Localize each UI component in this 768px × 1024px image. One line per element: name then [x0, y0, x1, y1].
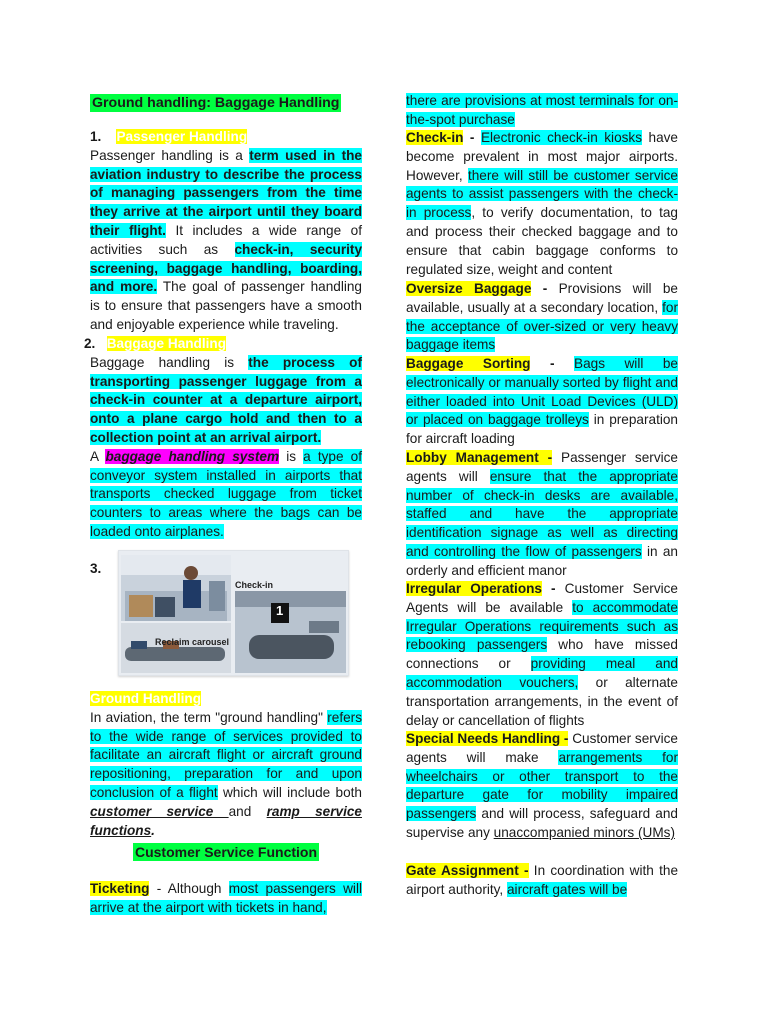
highlight-magenta: baggage handling system [105, 448, 280, 464]
highlight-cyan: most passengers will arrive at the airport with tickets in hand, [90, 881, 362, 915]
paragraph: In aviation, the term "ground handling" refers to the wide range of services provided to facilitate an aircraft flight or aircraft ground repositioning, preparation for and upon conclusion of a flight which will include both customer service and ramp service functions. [90, 709, 362, 838]
highlight-cyan: for the acceptance of over-sized or very heavy baggage items [406, 299, 678, 353]
underlined-text: unaccompanied minors (UMs) [493, 824, 675, 840]
irregular-operations-block [406, 580, 678, 730]
paragraph: Special Needs Handling - Customer service agents will make arrangements for wheelchairs or other transport to the departure gate for mobility impaired passengers and will process, safeguard and supervise any unaccompanied minors (UMs) [406, 731, 679, 840]
item-label: Gate Assignment - [406, 863, 529, 878]
document-title-block [90, 94, 362, 112]
paragraph: Check-in - Electronic check-in kiosks have become prevalent in most major airports. However, there will still be customer service agents to assist passengers with the check-in process, to verify documentation, to tag and process their checked baggage and to ensure that cabin baggage conforms to regulated size, weight and content [406, 130, 678, 277]
document-title: Ground handling: Baggage Handling [92, 95, 340, 111]
paragraph: Irregular Operations - Customer Service Agents will be available to accommodate Irregular Operations requirements such as rebooking passengers who have missed connections or providing meal and accommodation vouchers, or alternate transportation arrangements, in the event of delay or cancellation of flights [406, 581, 678, 728]
highlight-cyan: there are provisions at most terminals for on-the-spot purchase [406, 93, 678, 127]
highlight-cyan: providing meal and accommodation vouchers, [406, 656, 678, 690]
section-heading [90, 843, 362, 861]
highlight-cyan: the process of transporting passenger luggage from a check-in counter at a departure airport, onto a plane cargo hold and then to a collection point at an arrival airport. [90, 354, 362, 445]
paragraph: Baggage Sorting - Bags will be electronically or manually sorted by flight and either loaded into Unit Load Devices (ULD) or placed on baggage trolleys in preparation for aircraft loading [406, 356, 678, 447]
item-label: Irregular Operations [406, 581, 542, 596]
highlight-cyan: to accommodate Irregular Operations requirements such as rebooking passengers [406, 599, 678, 653]
emphasis: customer service [90, 803, 229, 819]
section-heading [84, 335, 362, 354]
special-needs-block [406, 730, 678, 843]
heading-text: Baggage Handling [106, 336, 227, 351]
paragraph: Baggage handling is the process of transporting passenger luggage from a check-in counter at a departure airport, onto a plane cargo hold and then to a collection point at an arrival airport. [90, 354, 362, 445]
section-baggage-handling [84, 335, 363, 542]
paragraph: Lobby Management - Passenger service agents will ensure that the appropriate number of check-in desks are available, staffed and have the appropriate identification signage as well as directing and controlling the flow of passengers in an orderly and efficient manor [406, 450, 678, 578]
highlight-cyan: aircraft gates will be [507, 881, 628, 897]
image-label-checkin: Check-in [235, 580, 274, 590]
paragraph: Passenger handling is a term used in the aviation industry to describe the process of managing passengers from the time they arrive at the airport until they board their flight. It includes a wide range of activities such as check-in, security screening, baggage handling, boarding, and more. The goal of passenger handling is to ensure that passengers have a smooth and enjoyable experience while traveling. [90, 147, 362, 332]
item-label: Lobby Management - [406, 450, 553, 465]
purchase-continuation [406, 92, 678, 130]
highlight-cyan: refers to the wide range of services provided to facilitate an aircraft flight or aircraft ground repositioning, preparation for and upon conclusion of a flight [90, 709, 362, 800]
oversize-baggage-block [406, 280, 678, 355]
image-sign-number: 1 [276, 603, 284, 618]
highlight-cyan: a type of conveyor system installed in airports that transports checked luggage from ticket counters to areas where the bags can be loaded onto airplanes. [90, 448, 363, 539]
item-label: Oversize Baggage [406, 281, 532, 296]
list-number: 3. [90, 561, 102, 576]
paragraph: Ticketing - Although most passengers will arrive at the airport with tickets in hand, [90, 881, 362, 915]
image-label-reclaim: Reclaim carousel [155, 637, 230, 647]
section-ground-handling [90, 690, 362, 840]
heading-text: Ground Handling [90, 691, 202, 706]
checkin-block [406, 129, 678, 279]
highlight-cyan: Bags will be electronically or manually sorted by flight and either loaded into Unit Load Devices (ULD) or placed on baggage trolleys [406, 356, 678, 428]
item-label: Special Needs Handling - [406, 731, 569, 746]
list-number: 1. [90, 129, 102, 144]
baggage-handling-photo [118, 550, 349, 676]
list-number: 2. [84, 336, 96, 351]
gate-assignment-block [406, 862, 678, 900]
csf-heading-block [90, 843, 362, 861]
item-label: Ticketing [90, 881, 150, 896]
section-heading [90, 128, 362, 147]
paragraph: Oversize Baggage - Provisions will be available, usually at a secondary location, for the acceptance of over-sized or very heavy baggage items [406, 281, 678, 353]
highlight-cyan: check-in, security screening, baggage handling, boarding, and more. [90, 241, 362, 295]
paragraph: Gate Assignment - In coordination with the airport authority, aircraft gates will be [406, 863, 678, 897]
highlight-cyan: ensure that the appropriate number of check-in desks are available, staffed and have the appropriate identification signage as well as directing and controlling the flow of passengers [406, 468, 678, 559]
paragraph: A baggage handling system is a type of conveyor system installed in airports that transports checked luggage from ticket counters to areas where the bags can be loaded onto airplanes. [90, 448, 363, 539]
lobby-management-block [406, 449, 678, 581]
emphasis: ramp service functions [90, 803, 362, 838]
item-label: Check-in [406, 130, 464, 145]
highlight-cyan: arrangements for wheelchairs or other transport to the departure gate for mobility impaired passengers [406, 749, 679, 822]
section-passenger-handling [90, 128, 362, 335]
ticketing-block [90, 880, 362, 918]
paragraph [406, 92, 678, 130]
heading-text: Customer Service Function [134, 844, 318, 860]
highlight-cyan: there will still be customer service agents to assist passengers with the check-in process [406, 167, 678, 221]
heading-text: Passenger Handling [116, 129, 248, 144]
photo-illustration [119, 551, 348, 675]
highlight-cyan: Electronic check-in kiosks [480, 130, 643, 145]
item-label: Baggage Sorting [406, 356, 531, 371]
highlight-cyan: term used in the aviation industry to describe the process of managing passengers from the time they arrive at the airport until they board their flight. [90, 147, 362, 238]
section-heading [90, 690, 362, 709]
baggage-sorting-block [406, 355, 678, 449]
